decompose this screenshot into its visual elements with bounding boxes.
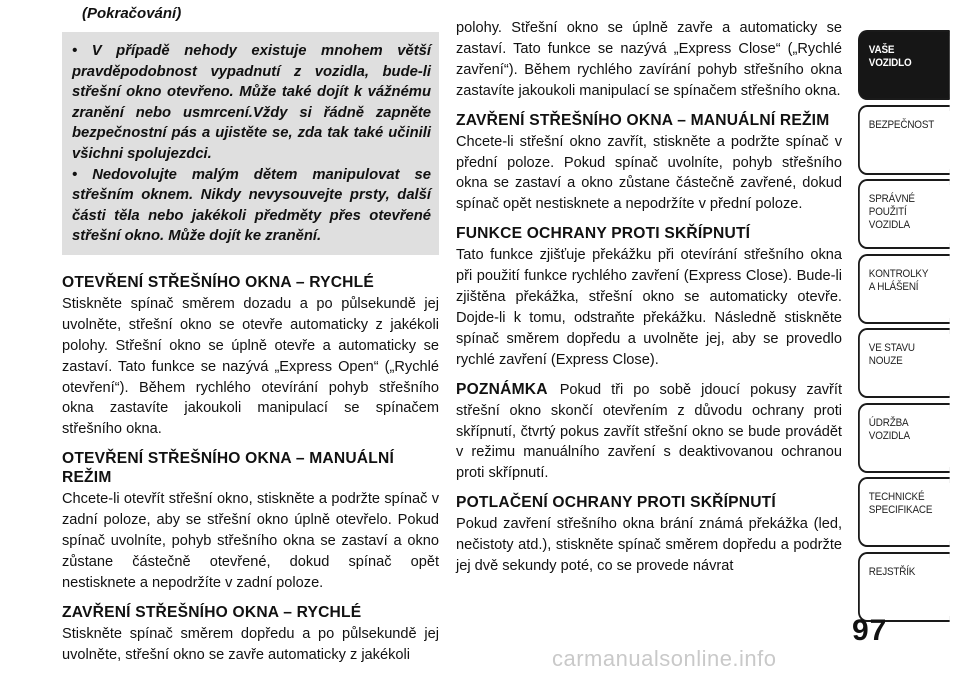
warning-box <box>62 32 439 255</box>
left-column <box>62 0 439 666</box>
section-body: Tato funkce zjišťuje překážku při otevírání střešního okna při použití funkce rychlého zavření (Express Close). Bude-li zjištěna překážka, střešní okno se automaticky otevře. Dojde-li k tomu, odstraňte překážku. Následně stiskněte spínač směrem dopředu a uvolněte jej, aby se provedlo rychlé zavření (Express Close). <box>456 247 842 368</box>
page-number: 97 <box>852 614 888 647</box>
tab-vase-vozidlo[interactable]: VAŠE VOZIDLO <box>858 30 950 100</box>
note-paragraph <box>456 380 842 485</box>
section-heading: ZAVŘENÍ STŘEŠNÍHO OKNA – MANUÁLNÍ REŽIM <box>456 111 830 129</box>
section-heading: ZAVŘENÍ STŘEŠNÍHO OKNA – RYCHLÉ <box>62 603 362 621</box>
note-body: Pokud tři po sobě jdoucí pokusy zavřít střešní okno skončí otevřením z důvodu ochrany proti skřípnutí, čtvrtý pokus zavřít střešní okno se bude provádět v režimu manuálního zavření s deaktivovanou ochranou proti skřípnutí. <box>456 381 842 482</box>
section-body: Stiskněte spínač směrem dopředu a po půlsekundě jej uvolněte, střešní okno se zavře automaticky z jakékoli <box>62 625 439 663</box>
section-heading: OTEVŘENÍ STŘEŠNÍHO OKNA – RYCHLÉ <box>62 273 374 291</box>
tab-udrzba[interactable]: ÚDRŽBA VOZIDLA <box>858 403 950 473</box>
section-heading: OTEVŘENÍ STŘEŠNÍHO OKNA – MANUÁLNÍ REŽIM <box>62 450 394 487</box>
section-body: Stiskněte spínač směrem dozadu a po půlsekundě jej uvolněte, střešní okno se otevře automaticky z jakékoli polohy. Střešní okno se úplně otevře a automaticky se zastaví. Tato funkce se nazývá „Express Open“ („Rychlé otevření“). Během rychlého otevírání pohyb střešního okna zastavíte jakoukoli manipulací se spínačem střešního okna. <box>62 295 439 438</box>
continuation-text: polohy. Střešní okno se úplně zavře a automaticky se zastaví. Tato funkce se nazývá „Express Close“ („Rychlé zavření“). Během rychlého zavírání pohyb střešního okna zastavíte jakoukoli manipulací se spínačem střešního okna. <box>456 20 842 99</box>
section-heading: POTLAČENÍ OCHRANY PROTI SKŘÍPNUTÍ <box>456 494 776 512</box>
tab-spravne-pouziti[interactable]: SPRÁVNÉ POUŽITÍ VOZIDLA <box>858 179 950 249</box>
chapter-sidebar <box>858 30 960 626</box>
right-column <box>456 0 842 577</box>
section-body: Chcete-li střešní okno zavřít, stiskněte a podržte spínač v přední poloze. Pokud spínač uvolníte, pohyb střešního okna se zastaví a okno zůstane částečně zavřené, dokud spínač opět nestisknete a nepodržíte v přední poloze. <box>456 133 842 213</box>
tab-rejstrik[interactable]: REJSTŘÍK <box>858 552 950 622</box>
tab-ve-stavu-nouze[interactable]: VE STAVU NOUZE <box>858 328 950 398</box>
warning-item: • V případě nehody existuje mnohem větší pravděpodobnost vypadnutí z vozidla, bude-li střešní okno otevřeno. Může také dojít k vážnému zranění nebo usmrcení.Vždy si řádně zapněte bezpečnostní pás a ujistěte se, zda tak také učinili všichni spolujezdci. <box>72 43 431 162</box>
section-body: Pokud zavření střešního okna brání známá překážka (led, nečistoty atd.), stiskněte spínač směrem dopředu a podržte jej dvě sekundy poté, co se provede návrat <box>456 516 842 575</box>
continued-label: (Pokračování) <box>82 5 182 22</box>
section-body: Chcete-li otevřít střešní okno, stiskněte a podržte spínač v zadní poloze, aby se střešní okno úplně otevřelo. Pokud spínač uvolníte, pohyb střešního okna se zastaví a okno zůstane částečně otevřené, dokud spínač opět nestisknete a nepodržíte v zadní poloze. <box>62 491 439 591</box>
tab-kontrolky[interactable]: KONTROLKY A HLÁŠENÍ <box>858 254 950 324</box>
tab-technicke-specifikace[interactable]: TECHNICKÉ SPECIFIKACE <box>858 477 950 547</box>
warning-item: • Nedovolujte malým dětem manipulovat se střešním oknem. Nikdy nevysouvejte prsty, další části těla nebo jakékoli předměty přes otevřené střešní okno. Může dojít ke zranění. <box>72 166 431 245</box>
tab-bezpecnost[interactable]: BEZPEČNOST <box>858 105 950 175</box>
watermark: carmanualsonline.info <box>552 646 777 671</box>
section-heading: FUNKCE OCHRANY PROTI SKŘÍPNUTÍ <box>456 225 751 243</box>
note-label: POZNÁMKA <box>456 380 548 398</box>
